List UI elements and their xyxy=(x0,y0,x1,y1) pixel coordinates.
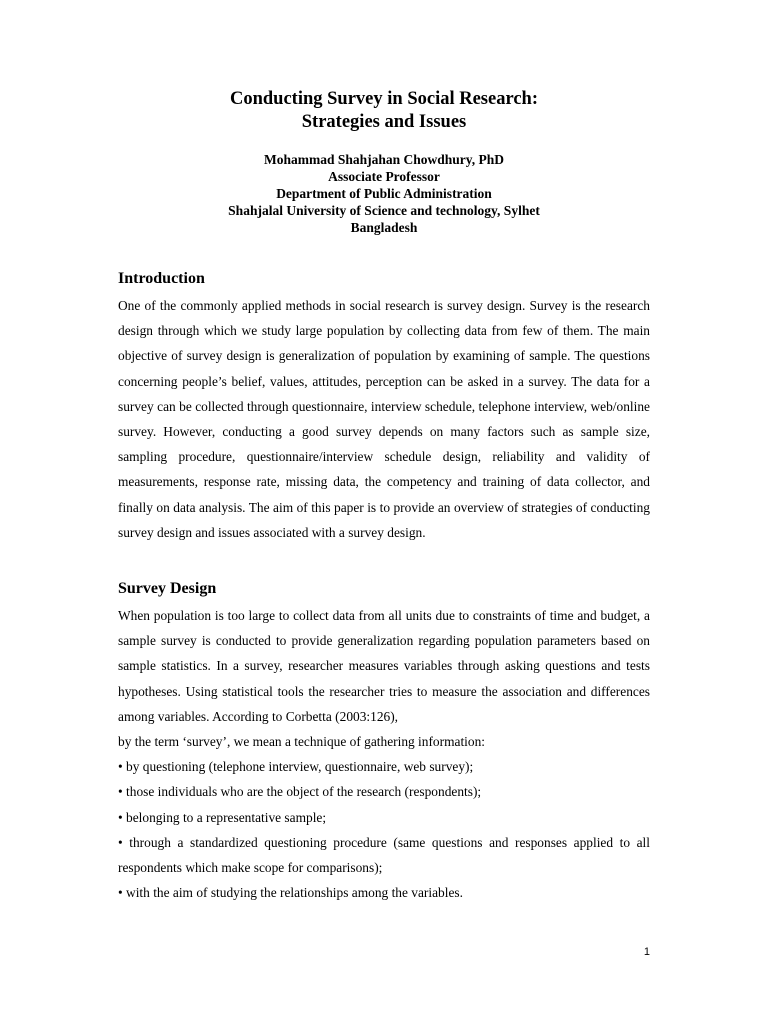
survey-definition-lead-in: by the term ‘survey’, we mean a technique of gathering information: xyxy=(118,734,486,750)
title-line-2: Strategies and Issues xyxy=(301,112,467,132)
author-name: Mohammad Shahjahan Chowdhury, PhD xyxy=(263,152,505,167)
author-country: Bangladesh xyxy=(350,220,418,235)
author-department: Department of Public Administration xyxy=(276,186,492,201)
author-university: Shahjalal University of Science and technology, Sylhet xyxy=(228,203,540,218)
author-position: Associate Professor xyxy=(328,169,440,184)
bullet-item: • through a standardized questioning procedure (same questions and responses applied to all respondents which make scope for comparisons); xyxy=(118,834,650,876)
bullet-item: • with the aim of studying the relationships among the variables. xyxy=(118,885,463,901)
section-heading-survey-design: Survey Design xyxy=(118,580,217,597)
page-number: 1 xyxy=(643,946,650,958)
bullet-item: • belonging to a representative sample; xyxy=(118,809,327,825)
survey-design-body xyxy=(118,603,650,905)
survey-design-paragraph: When population is too large to collect data from all units due to constraints of time and budget, a sample survey is conducted to provide generalization regarding population parameters based on sample statistics. In a survey, researcher measures variables through asking questions and tests hypotheses. Using statistical tools the researcher tries to measure the association and differences among variables. According to Corbetta (2003:126), xyxy=(118,608,650,724)
bullet-item: • those individuals who are the object of the research (respondents); xyxy=(118,784,482,800)
author-block xyxy=(0,151,768,236)
bullet-item: • by questioning (telephone interview, questionnaire, web survey); xyxy=(118,759,474,775)
introduction-body xyxy=(118,293,650,545)
paper-title xyxy=(0,88,768,134)
section-heading-introduction: Introduction xyxy=(118,270,205,287)
introduction-paragraph: One of the commonly applied methods in social research is survey design. Survey is the research design through which we study large population by collecting data from few of them. The main objective of survey design is generalization of population by examining of sample. The questions concerning people’s belief, values, attitudes, perception can be asked in a survey. The data for a survey can be collected through questionnaire, interview schedule, telephone interview, web/online survey. However, conducting a good survey depends on many factors such as sample size, sampling procedure, questionnaire/interview schedule design, reliability and validity of measurements, response rate, missing data, the competency and training of data collector, and finally on data analysis. The aim of this paper is to provide an overview of strategies of conducting survey design and issues associated with a survey design. xyxy=(118,298,650,540)
title-line-1: Conducting Survey in Social Research: xyxy=(229,89,538,109)
